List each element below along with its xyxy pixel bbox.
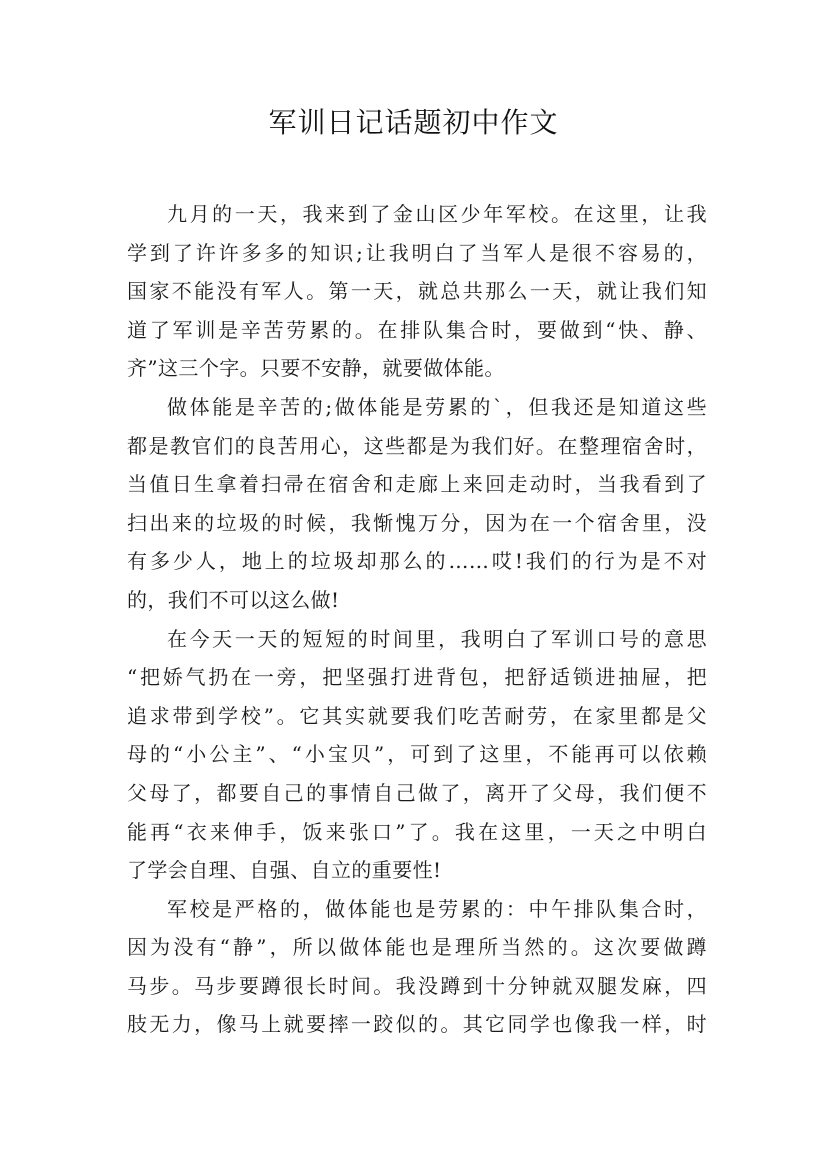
paragraph-line: 父母了，都要自己的事情自己做了，离开了父母，我们便不 <box>127 780 707 805</box>
paragraph-line: 了学会自理、自强、自立的重要性! <box>127 858 442 883</box>
paragraph <box>127 620 707 890</box>
paragraph-line: 扫出来的垃圾的时候，我惭愧万分，因为在一个宿舍里，没 <box>127 510 707 535</box>
paragraph-line: “把娇气扔在一旁，把坚强打进背包，把舒适锁进抽屉，把 <box>127 665 707 690</box>
paragraph-line: 当值日生拿着扫帚在宿舍和走廊上来回走动时，当我看到了 <box>127 472 707 497</box>
paragraph-line: 都是教官们的良苦用心，这些都是为我们好。在整理宿舍时， <box>127 433 707 458</box>
paragraph-line: 马步。马步要蹲很长时间。我没蹲到十分钟就双腿发麻，四 <box>127 973 707 998</box>
paragraph <box>127 195 707 388</box>
paragraph-line: 因为没有“静”，所以做体能也是理所当然的。这次要做蹲 <box>127 935 707 960</box>
paragraph-line: 肢无力，像马上就要摔一跤似的。其它同学也像我一样，时 <box>127 1012 707 1037</box>
paragraph-line: 道了军训是辛苦劳累的。在排队集合时，要做到“快、静、 <box>127 317 707 342</box>
paragraph-line: 追求带到学校”。它其实就要我们吃苦耐劳，在家里都是父 <box>127 703 707 728</box>
paragraph-line: 在今天一天的短短的时间里，我明白了军训口号的意思 <box>167 626 707 651</box>
paragraph-line: 做体能是辛苦的;做体能是劳累的`，但我还是知道这些 <box>167 394 707 419</box>
document-title: 军训日记话题初中作文 <box>268 106 559 139</box>
paragraph-line: 能再“衣来伸手，饭来张口”了。我在这里，一天之中明白 <box>127 819 707 844</box>
paragraph-line: 齐”这三个字。只要不安静，就要做体能。 <box>127 356 505 381</box>
paragraph-line: 母的“小公主”、“小宝贝”，可到了这里，不能再可以依赖 <box>127 742 707 767</box>
paragraph-line: 的，我们不可以这么做! <box>127 587 340 612</box>
paragraph-line: 有多少人，地上的垃圾却那么的……哎!我们的行为是不对 <box>127 549 707 574</box>
paragraph-line: 学到了许许多多的知识;让我明白了当军人是很不容易的， <box>127 240 707 265</box>
document-body <box>127 195 707 1044</box>
paragraph <box>127 890 707 1044</box>
paragraph-line: 军校是严格的，做体能也是劳累的：中午排队集合时， <box>167 896 707 921</box>
paragraph-line: 九月的一天，我来到了金山区少年军校。在这里，让我 <box>167 202 707 226</box>
paragraph <box>127 388 707 620</box>
paragraph-line: 国家不能没有军人。第一天，就总共那么一天，就让我们知 <box>127 279 707 304</box>
